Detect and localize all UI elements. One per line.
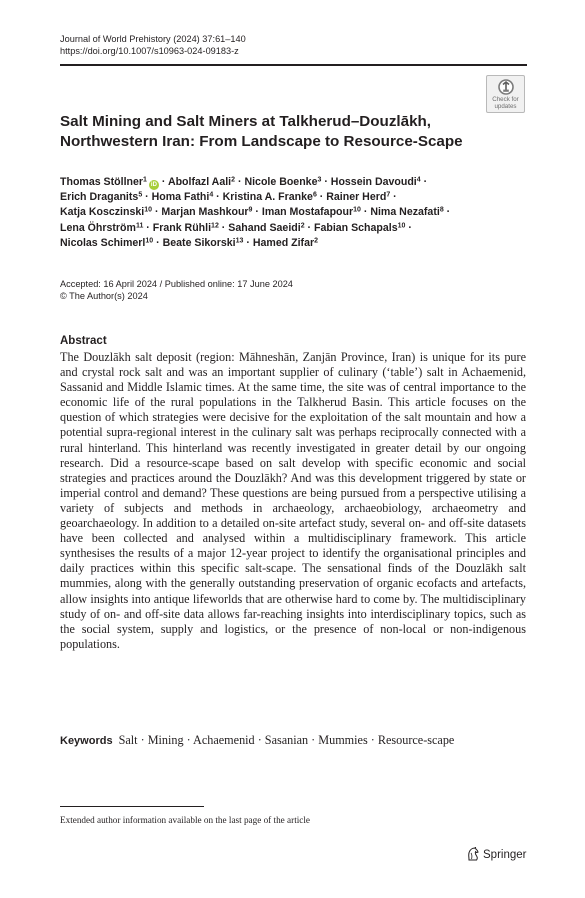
springer-horse-icon <box>466 847 479 861</box>
author[interactable]: Marjan Mashkour$^9$ <box>161 206 253 219</box>
accepted-published-dates: Accepted: 16 April 2024 / Published online: 17 June 2024 <box>60 279 293 289</box>
author-line: Lena Öhrström$^{11}$ · Frank Rühli$^{12}$ · Sahand Saeidi$^2$ · Fabian Schapals$^{10}$ · <box>60 221 412 234</box>
abstract-section <box>60 334 526 652</box>
abstract-heading: Abstract <box>60 335 107 347</box>
keywords-label: Keywords <box>60 735 113 747</box>
keywords-list: Salt · Mining · Achaemenid · Sasanian · Mummies · Resource-scape <box>118 733 455 747</box>
author[interactable]: Hamed Zifar$^2$ <box>252 236 318 249</box>
journal-header <box>60 33 246 57</box>
title-line: Northwestern Iran: From Landscape to Resource-Scape <box>60 133 463 150</box>
copyright-notice: © The Author(s) 2024 <box>60 291 148 301</box>
author[interactable]: Katja Kosczinski$^{10}$ <box>60 206 152 219</box>
author[interactable]: Abolfazl Aali$^2$ <box>167 176 236 188</box>
author[interactable]: Beate Sikorski$^{13}$ <box>162 236 244 249</box>
author[interactable]: Erich Draganits$^5$ <box>60 191 143 204</box>
publisher-logo[interactable] <box>466 847 526 863</box>
author-list <box>60 175 530 251</box>
author[interactable]: Nicole Boenke$^3$ <box>244 176 322 188</box>
author[interactable]: Iman Mostafapour$^{10}$ <box>261 206 361 219</box>
author[interactable]: Homa Fathi$^4$ <box>151 191 214 204</box>
author-line: Thomas Stöllner$^1$iD · Abolfazl Aali$^2$ · Nicole Boenke$^3$ · Hossein Davoudi$^4$ · <box>60 176 428 188</box>
publisher-name: Springer <box>483 849 527 861</box>
footnote-rule <box>60 806 204 807</box>
orcid-icon[interactable]: iD <box>150 182 157 188</box>
author[interactable]: Frank Rühli$^{12}$ <box>152 221 219 234</box>
article-doi[interactable]: https://doi.org/10.1007/s10963-024-09183-z <box>60 46 239 56</box>
keywords <box>60 733 530 749</box>
author[interactable]: Nicolas Schimerl$^{10}$ <box>60 236 154 249</box>
abstract-body: The Douzlākh salt deposit (region: Māhneshān, Zanjān Province, Iran) is unique for its pure and crystal rock salt and was an important supplier of culinary (‘table’) salt in Achaemenid, Sassanid and Middle Islamic times. At the same time, the site was of central importance to the economic life of the rural populations in the Talkherud Basin. This article focuses on the question of which strategies were decisive for the exploitation of the salt mountain and how a potential supra-regional interest in the culinary salt was perhaps reciprocally connected with a rural hinterland. This hinterland was recently investigated in greater detail by our ongoing research. Did a resource-scape based on salt develop with specific economic and social strategies and practices around the Douzlākh? And was this development triggered by state or imperial control and demand? These questions are being pursued from a perspective utilising a variety of subjects and methods in archaeology, archaeobiology, archaeometry and geoarchaeology. In addition to a detailed on-site artefact study, several on- and off-site datasets have been collected and analysed within a multidisciplinary framework. This article synthesises the results of a major 12-year project to identify the organisational principles and daily practices within this specific salt-scape. The sensational finds of the Douzlākh salt mummies, along with the generally outstanding preservation of organic ecofacts and artefacts, allow insights into antique lifeworlds that are otherwise hard to come by. The multidisciplinary study of on- and off-site data allows far-reaching insights into interdisciplinary topics, such as the social system, supply and logistics, or the presence of non-local or non-indigenous populations. <box>60 350 526 651</box>
author[interactable]: Sahand Saeidi$^2$ <box>228 221 305 234</box>
check-for-updates-label: Check for updates <box>492 96 519 110</box>
author[interactable]: Kristina A. Franke$^6$ <box>222 191 317 204</box>
journal-citation: Journal of World Prehistory (2024) 37:61–140 <box>60 34 246 44</box>
author-line: Erich Draganits$^5$ · Homa Fathi$^4$ · Kristina A. Franke$^6$ · Rainer Herd$^7$ · <box>60 191 397 204</box>
footnote: Extended author information available on the last page of the article <box>60 815 311 825</box>
author[interactable]: Hossein Davoudi$^4$ <box>330 176 421 188</box>
author-line: Katja Kosczinski$^{10}$ · Marjan Mashkour$^9$ · Iman Mostafapour$^{10}$ · Nima Nezafati$^8$ · <box>60 206 451 219</box>
author[interactable]: Rainer Herd$^7$ <box>326 191 391 204</box>
author[interactable]: Thomas Stöllner$^1$iD <box>60 176 157 188</box>
author[interactable]: Lena Öhrström$^{11}$ <box>60 221 144 234</box>
article-title <box>60 112 490 152</box>
author[interactable]: Nima Nezafati$^8$ <box>370 206 444 219</box>
header-rule <box>60 64 527 66</box>
check-for-updates-icon <box>498 79 514 95</box>
author[interactable]: Fabian Schapals$^{10}$ <box>314 221 406 234</box>
publication-dates <box>60 278 293 302</box>
title-line: Salt Mining and Salt Miners at Talkherud–Douzlākh, <box>60 113 432 130</box>
author-line: Nicolas Schimerl$^{10}$ · Beate Sikorski$^{13}$ · Hamed Zifar$^2$ <box>60 236 318 249</box>
check-for-updates-badge[interactable] <box>486 75 525 113</box>
